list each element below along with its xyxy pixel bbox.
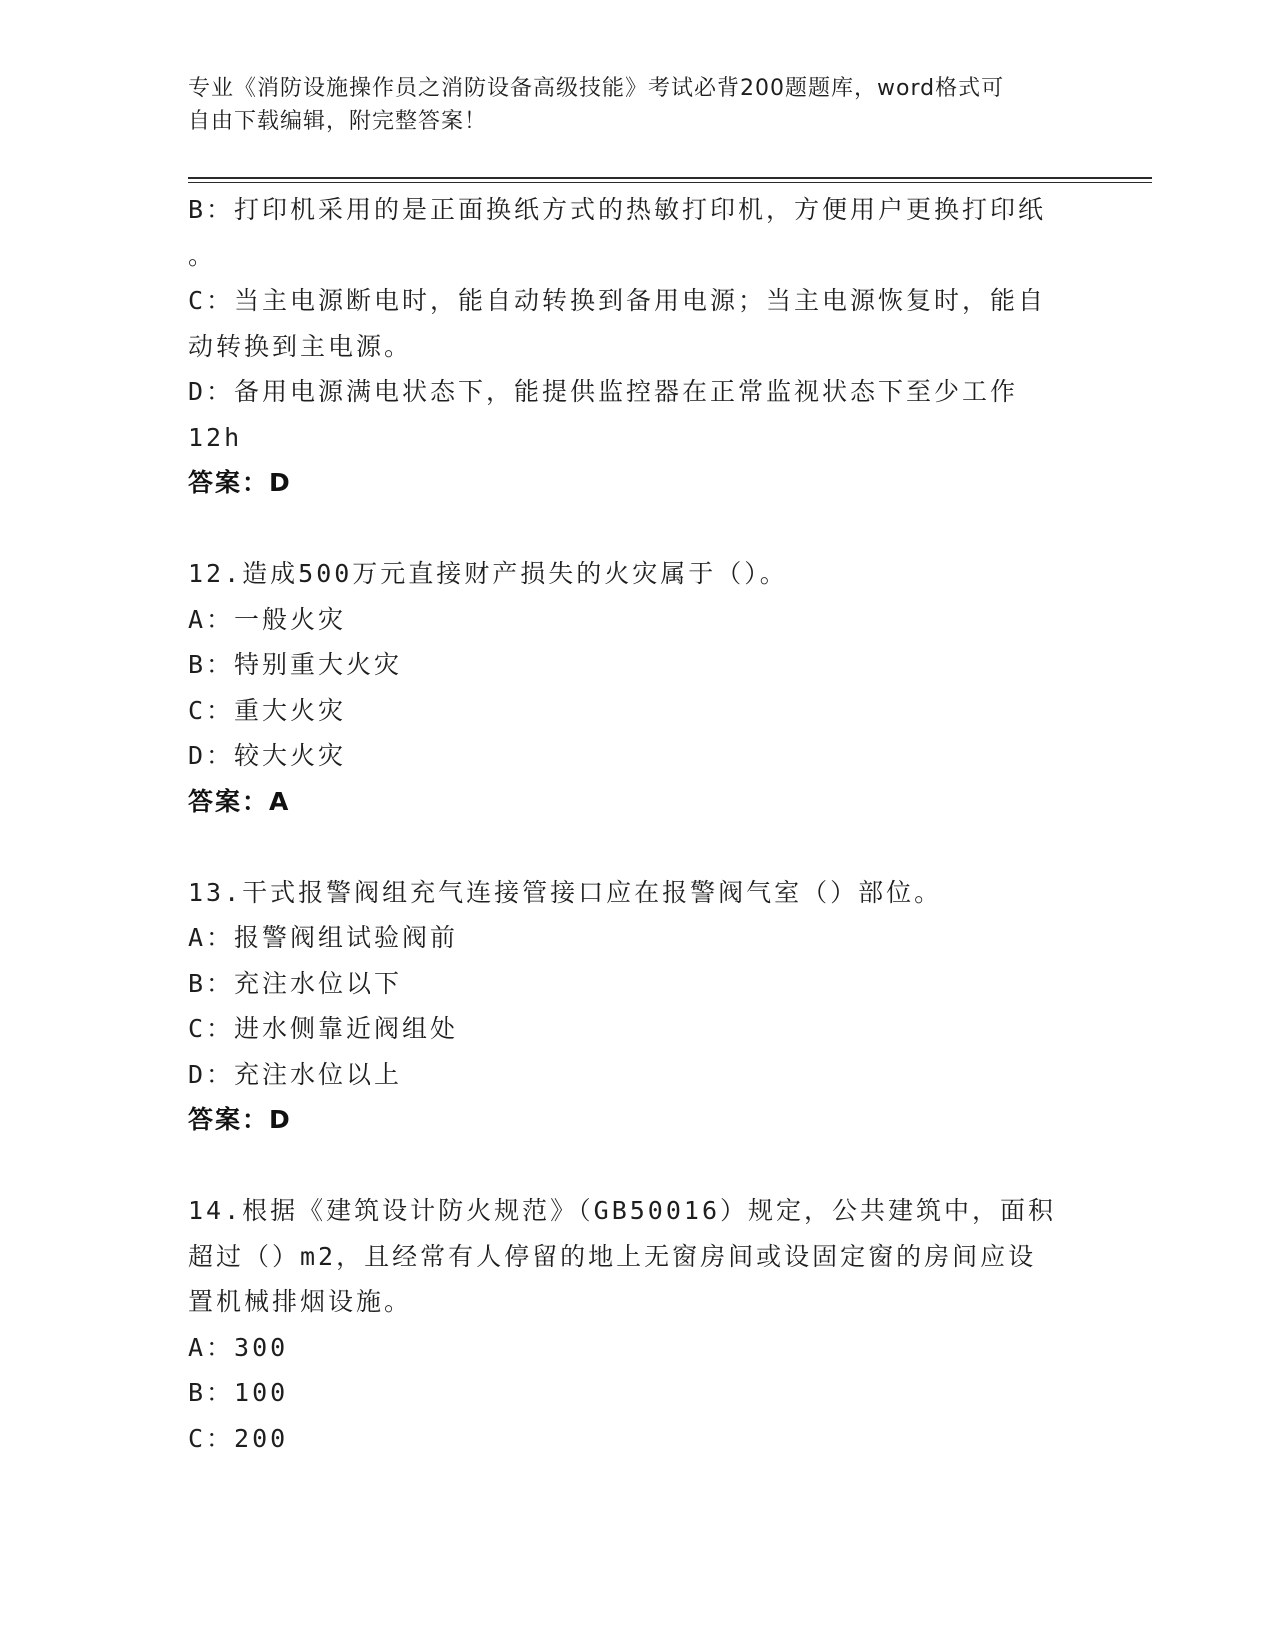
option-d: D：较大火灾 — [188, 741, 347, 770]
spacer — [188, 1143, 1088, 1189]
spacer — [188, 506, 1088, 552]
question-text-line-3: 置机械排烟设施。 — [188, 1287, 413, 1316]
option-c: C：进水侧靠近阀组处 — [188, 1014, 459, 1043]
question-text: 13.干式报警阀组充气连接管接口应在报警阀气室（）部位。 — [188, 877, 943, 907]
answer-label: 答案：D — [188, 468, 292, 497]
question-text-line-2: 超过（）m2，且经常有人停留的地上无窗房间或设固定窗的房间应设 — [188, 1241, 1037, 1271]
question-14-block — [188, 1188, 1088, 1461]
question-13-block — [188, 870, 1088, 1143]
spacer — [188, 824, 1088, 870]
question-12-block — [188, 551, 1088, 824]
option-a: A：300 — [188, 1332, 289, 1362]
question-text: 12.造成500万元直接财产损失的火灾属于（）。 — [188, 559, 788, 588]
answer-label: 答案：D — [188, 1105, 292, 1134]
option-b-line-1: B：打印机采用的是正面换纸方式的热敏打印机，方便用户更换打印纸 — [188, 195, 1047, 224]
header-divider-thick — [188, 177, 1152, 179]
header-line-2: 自由下载编辑，附完整答案！ — [188, 109, 488, 134]
option-b: B：充注水位以下 — [188, 968, 403, 998]
option-c: C：重大火灾 — [188, 695, 347, 725]
option-a: A：报警阀组试验阀前 — [188, 923, 459, 952]
option-a: A：一般火灾 — [188, 604, 347, 634]
option-b: B：100 — [188, 1378, 289, 1407]
option-d-line-2: 12h — [188, 422, 243, 452]
document-body — [188, 187, 1088, 1461]
header-line-1: 专业《消防设施操作员之消防设备高级技能》考试必背200题题库，word格式可 — [188, 76, 1005, 101]
option-d-line-1: D：备用电源满电状态下，能提供监控器在正常监视状态下至少工作 — [188, 377, 1019, 406]
option-c-line-1: C：当主电源断电时，能自动转换到备用电源；当主电源恢复时，能自 — [188, 286, 1047, 315]
document-header — [188, 72, 1088, 138]
question-11-block — [188, 187, 1088, 506]
option-d: D：充注水位以上 — [188, 1059, 403, 1089]
question-text-line-1: 14.根据《建筑设计防火规范》（GB50016）规定，公共建筑中，面积 — [188, 1196, 1057, 1225]
option-b: B：特别重大火灾 — [188, 650, 403, 679]
header-divider-thin — [188, 182, 1152, 183]
option-b-line-2: 。 — [188, 240, 217, 270]
option-c: C：200 — [188, 1423, 289, 1453]
option-c-line-2: 动转换到主电源。 — [188, 331, 413, 361]
answer-label: 答案：A — [188, 786, 291, 816]
